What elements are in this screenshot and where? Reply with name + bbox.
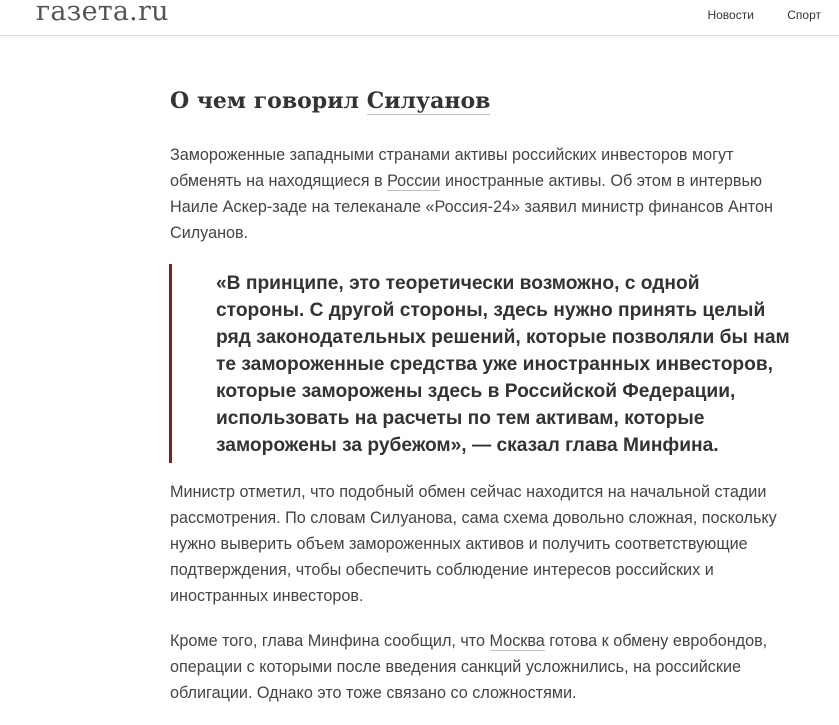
article-headline (170, 84, 790, 118)
link-russia[interactable]: России (387, 172, 441, 190)
site-logo[interactable]: газета.ru (36, 0, 169, 27)
headline-text: О чем говорил (170, 88, 367, 114)
paragraph-1-text-start: Замороженные западными странами активы российских инвесторов могут обменять на находящиеся в (170, 146, 734, 190)
nav-link-sport[interactable]: Спорт (787, 8, 821, 22)
paragraph-3 (170, 628, 790, 706)
link-moscow[interactable]: Москва (489, 632, 545, 650)
site-header (0, 0, 839, 36)
paragraph-3-text-end: готова к обмену евробондов, операции с которыми после введения санкций усложнились, на российские облигации. Однако это тоже связано со сложностями. (170, 632, 768, 702)
article-body (170, 84, 790, 706)
headline-link-siluanov[interactable]: Силуанов (366, 88, 491, 114)
paragraph-1-text-end: иностранные активы. Об этом в интервью Наиле Аскер-заде на телеканале «Россия-24» заявил министр финансов Антон Силуанов. (170, 172, 773, 242)
top-nav (677, 8, 821, 22)
paragraph-1 (170, 142, 790, 246)
paragraph-3-text-start: Кроме того, глава Минфина сообщил, что (170, 632, 490, 650)
nav-link-news[interactable]: Новости (707, 8, 754, 22)
paragraph-2: Министр отметил, что подобный обмен сейчас находится на начальной стадии рассмотрения. По словам Силуанова, сама схема довольно сложная, поскольку нужно выверить объем замороженных активов и получить соответствующие подтверждения, чтобы обеспечить соблюдение интересов российских и иностранных инвесторов. (170, 483, 777, 605)
pull-quote: «В принципе, это теоретически возможно, с одной стороны. С другой стороны, здесь нужно принять целый ряд законодательных решений, которые позволяли бы нам те замороженные средства уже иностранных инвесторов, которые заморожены здесь в Российской Федерации, использовать на расчеты по тем активам, которые заморожены за рубежом», — сказал глава Минфина. (169, 264, 790, 463)
